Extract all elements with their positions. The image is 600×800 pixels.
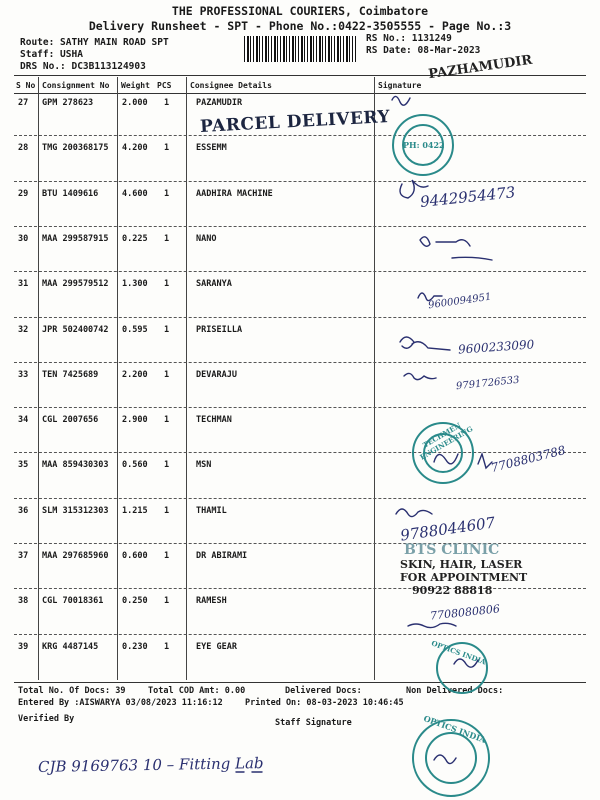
non-delivered-docs: Non Delivered Docs: xyxy=(406,686,504,696)
handwritten-phone-32: 9600233090 xyxy=(457,337,535,357)
handwritten-phone-31: 9600094951 xyxy=(427,291,493,312)
signature-39 xyxy=(454,659,478,667)
signature-31 xyxy=(418,293,442,301)
bts-stamp-line3: FOR APPOINTMENT xyxy=(400,571,528,584)
row-sno: 33 xyxy=(18,369,29,380)
total-cod: Total COD Amt: 0.00 xyxy=(148,686,246,696)
row-consignment: GPM 278623 xyxy=(42,98,94,108)
handwritten-phone-33: 9791726533 xyxy=(455,374,521,393)
signature-36 xyxy=(396,509,432,517)
col-details: Consignee Details xyxy=(190,81,272,90)
handwritten-phone-29: 9442954473 xyxy=(419,183,517,211)
bts-stamp-line2: SKIN, HAIR, LASER xyxy=(400,558,523,571)
optics-stamp-large: OPTICS INDIA xyxy=(422,713,488,745)
handwritten-phone-35: 7708803788 xyxy=(489,442,567,476)
row-sno: 36 xyxy=(18,505,29,516)
row-pcs: 1 xyxy=(164,505,170,516)
row-consignee: NANO xyxy=(196,233,217,244)
row-pcs: 1 xyxy=(164,324,170,335)
row-consignment: MAA 859430303 xyxy=(42,460,109,471)
parcel-delivery-stamp: PARCEL DELIVERY xyxy=(199,107,391,137)
row-pcs: 1 xyxy=(164,596,170,607)
bts-stamp-phone: 90922 88818 xyxy=(412,584,493,597)
row-consignment: MAA 297685960 xyxy=(42,551,109,561)
signature-footer xyxy=(434,755,456,764)
entered-by: Entered By :AISWARYA 03/08/2023 11:16:12 xyxy=(18,698,223,708)
row-consignee: PRISEILLA xyxy=(196,324,243,335)
signature-38 xyxy=(408,623,456,627)
row-consignee: RAMESH xyxy=(196,596,227,607)
col-sno: S No xyxy=(16,81,36,90)
row-consignment: SLM 315312303 xyxy=(42,505,109,516)
signature-29 xyxy=(400,180,428,198)
row-weight: 4.200 xyxy=(122,143,148,154)
signature-27 xyxy=(392,96,410,105)
row-weight: 2.000 xyxy=(122,98,148,108)
row-sno: 30 xyxy=(18,233,29,244)
techmen-stamp: TECHMEN ENGINEERING xyxy=(418,420,475,462)
company-title: THE PROFESSIONAL COURIERS, Coimbatore xyxy=(171,4,429,18)
row-consignment: TEN 7425689 xyxy=(42,369,99,380)
route-label: Route: SATHY MAIN ROAD SPT xyxy=(20,37,169,48)
pazamudir-stamp-phone: PH: 0422 xyxy=(403,140,445,150)
signature-34-stamp xyxy=(434,454,458,464)
col-consignment: Consignment No xyxy=(42,81,110,90)
row-consignment: KRG 4487145 xyxy=(42,641,99,652)
printed-on: Printed On: 08-03-2023 10:46:45 xyxy=(245,698,404,708)
row-pcs: 1 xyxy=(164,279,170,290)
row-consignment: MAA 299579512 xyxy=(42,279,109,290)
row-weight: 0.600 xyxy=(122,551,148,561)
optics-stamp-small: OPTICS INDIA xyxy=(430,638,488,667)
runsheet-title: Delivery Runsheet - SPT - Phone No.:0422-3505555 - Page No.:3 xyxy=(88,19,512,33)
verified-by: Verified By xyxy=(18,714,75,724)
handwritten-phone-38: 7708080806 xyxy=(429,602,501,623)
row-weight: 0.250 xyxy=(122,596,148,607)
row-sno: 31 xyxy=(18,279,29,290)
signature-30 xyxy=(420,237,470,246)
row-pcs: 1 xyxy=(164,98,170,108)
row-sno: 27 xyxy=(18,98,29,108)
row-pcs: 1 xyxy=(164,188,170,199)
row-weight: 2.900 xyxy=(122,415,148,426)
handwritten-phone-36: 9788044607 xyxy=(399,513,497,545)
row-consignment: TMG 200368175 xyxy=(42,143,109,154)
row-sno: 37 xyxy=(18,551,29,561)
row-consignee: PAZAMUDIR xyxy=(196,98,243,108)
drs-number: DRS No.: DC3B113124903 xyxy=(20,61,146,72)
signature-32 xyxy=(400,337,450,350)
signature-33 xyxy=(404,373,436,379)
bts-clinic-stamp: BTS CLINIC xyxy=(404,542,500,558)
row-sno: 29 xyxy=(18,188,29,199)
row-sno: 39 xyxy=(18,641,29,652)
signature-35 xyxy=(478,454,492,468)
row-consignment: JPR 502400742 xyxy=(42,324,109,335)
row-weight: 0.595 xyxy=(122,324,148,335)
row-weight: 0.225 xyxy=(122,233,148,244)
row-sno: 32 xyxy=(18,324,29,335)
row-consignment: BTU 1409616 xyxy=(42,188,99,199)
row-sno: 34 xyxy=(18,415,29,426)
total-docs: Total No. Of Docs: 39 xyxy=(18,686,126,696)
staff-signature: Staff Signature xyxy=(275,718,352,728)
row-pcs: 1 xyxy=(164,551,170,561)
row-pcs: 1 xyxy=(164,233,170,244)
delivered-docs: Delivered Docs: xyxy=(285,686,362,696)
row-pcs: 1 xyxy=(164,415,170,426)
handwritten-footer-note: CJB 9169763 10 – Fitting Lab xyxy=(37,754,264,776)
row-consignee: AADHIRA MACHINE xyxy=(196,188,273,199)
row-weight: 4.600 xyxy=(122,188,148,199)
row-consignee: SARANYA xyxy=(196,279,232,290)
row-consignment: MAA 299587915 xyxy=(42,233,109,244)
row-weight: 0.560 xyxy=(122,460,148,471)
row-pcs: 1 xyxy=(164,641,170,652)
row-consignee: DR ABIRAMI xyxy=(196,551,248,561)
row-pcs: 1 xyxy=(164,369,170,380)
row-pcs: 1 xyxy=(164,143,170,154)
staff-label: Staff: USHA xyxy=(20,49,83,60)
row-consignment: CGL 70018361 xyxy=(42,596,104,607)
row-sno: 28 xyxy=(18,143,29,154)
col-pcs: PCS xyxy=(157,81,172,90)
row-consignee: EYE GEAR xyxy=(196,641,237,652)
row-sno: 38 xyxy=(18,596,29,607)
row-weight: 1.300 xyxy=(122,279,148,290)
row-consignee: TECHMAN xyxy=(196,415,232,426)
row-weight: 2.200 xyxy=(122,369,148,380)
row-sno: 35 xyxy=(18,460,29,471)
row-consignee: THAMIL xyxy=(196,505,227,516)
col-weight: Weight xyxy=(121,81,150,90)
rs-number: RS No.: 1131249 xyxy=(366,33,452,44)
row-consignee: DEVARAJU xyxy=(196,369,237,380)
row-consignee: ESSEMM xyxy=(196,143,227,154)
row-pcs: 1 xyxy=(164,460,170,471)
row-consignee: MSN xyxy=(196,460,212,471)
row-weight: 0.230 xyxy=(122,641,148,652)
row-consignment: CGL 2007656 xyxy=(42,415,99,426)
signature-30-tail xyxy=(452,257,492,260)
rs-date: RS Date: 08-Mar-2023 xyxy=(366,45,481,56)
col-signature: Signature xyxy=(378,81,422,90)
row-weight: 1.215 xyxy=(122,505,148,516)
pazamudir-stamp-name: PAZHAMUDIR xyxy=(427,52,534,83)
